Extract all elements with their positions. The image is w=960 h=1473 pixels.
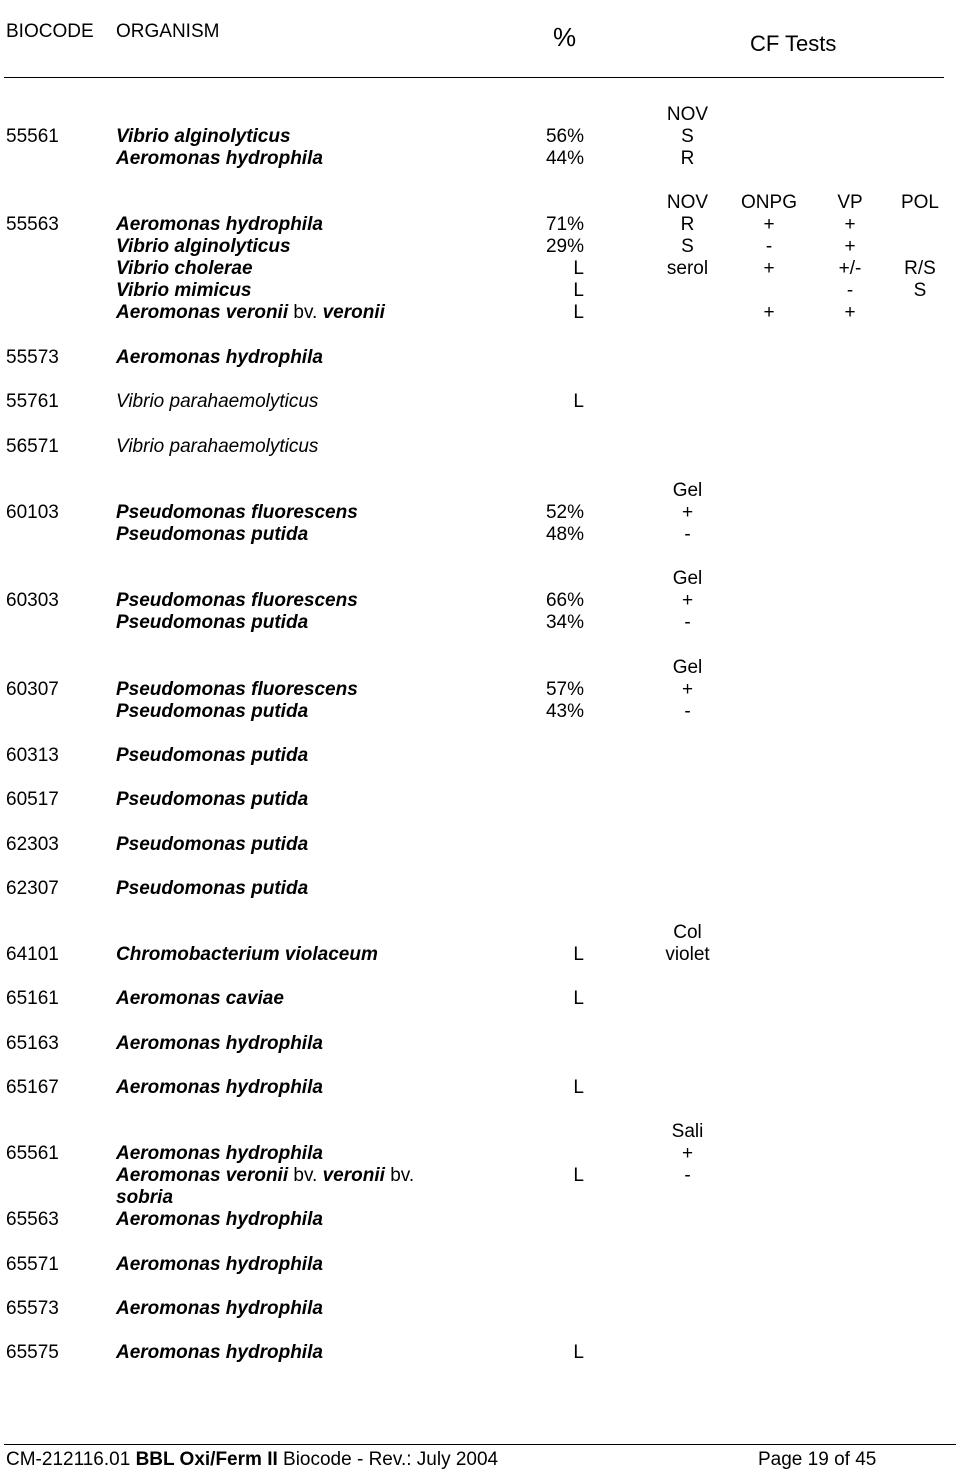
organism: Aeromonas hydrophila <box>116 214 323 235</box>
organism: Chromobacterium violaceum <box>116 944 378 965</box>
vp-result: + <box>844 236 856 257</box>
percent: L <box>573 1342 584 1363</box>
organism: Pseudomonas putida <box>116 524 309 545</box>
biocode: 65571 <box>6 1254 59 1275</box>
organism: Vibrio parahaemolyticus <box>116 436 319 457</box>
organism: Vibrio alginolyticus <box>116 236 291 257</box>
biocode: 65167 <box>6 1077 59 1098</box>
vp-result: + <box>844 302 856 323</box>
biocode: 65163 <box>6 1033 59 1054</box>
organism: Aeromonas caviae <box>116 988 284 1009</box>
percent: 29% <box>545 236 584 257</box>
test-label-gel: Gel <box>672 568 703 589</box>
test-label-vp: VP <box>837 192 863 213</box>
percent: L <box>573 280 584 301</box>
table-header <box>0 0 960 80</box>
col-result: violet <box>665 944 710 965</box>
biocode: 65563 <box>6 1209 59 1230</box>
percent: 66% <box>545 590 584 611</box>
organism: Aeromonas hydrophila <box>116 1209 323 1230</box>
biocode: 56571 <box>6 436 59 457</box>
percent: L <box>573 1165 584 1186</box>
organism-continued: sobria <box>116 1187 174 1208</box>
header-divider <box>4 77 944 78</box>
organism: Pseudomonas putida <box>116 745 309 766</box>
organism: Aeromonas hydrophila <box>116 1342 323 1363</box>
vp-result: + <box>844 214 856 235</box>
organism: Vibrio alginolyticus <box>116 126 291 147</box>
vp-result: +/- <box>838 258 862 279</box>
organism: Vibrio mimicus <box>116 280 252 301</box>
gel-result: - <box>684 701 691 722</box>
onpg-result: + <box>763 302 775 323</box>
organism: Pseudomonas putida <box>116 834 309 855</box>
onpg-result: + <box>763 258 775 279</box>
footer-divider <box>4 1444 956 1445</box>
test-label-pol: POL <box>900 192 940 213</box>
biocode: 60307 <box>6 679 59 700</box>
percent: L <box>573 1077 584 1098</box>
percent: L <box>573 391 584 412</box>
header-cf-tests: CF Tests <box>750 31 837 56</box>
nov-result: R <box>680 148 695 169</box>
organism: Aeromonas hydrophila <box>116 1143 323 1164</box>
organism: Vibrio parahaemolyticus <box>116 391 319 412</box>
organism: Aeromonas hydrophila <box>116 1077 323 1098</box>
onpg-result: - <box>765 236 773 257</box>
nov-result: S <box>681 126 694 147</box>
organism: Pseudomonas putida <box>116 789 309 810</box>
biocode: 60103 <box>6 502 59 523</box>
header-biocode: BIOCODE <box>6 21 94 42</box>
percent: L <box>573 988 584 1009</box>
percent: 43% <box>545 701 584 722</box>
nov-result: S <box>681 236 694 257</box>
organism: Pseudomonas putida <box>116 878 309 899</box>
vp-result: - <box>846 280 854 301</box>
onpg-result: + <box>763 214 775 235</box>
percent: 48% <box>545 524 584 545</box>
organism: Pseudomonas fluorescens <box>116 502 358 523</box>
header-organism: ORGANISM <box>116 21 220 42</box>
test-label-nov: NOV <box>666 192 709 213</box>
organism: Aeromonas hydrophila <box>116 347 323 368</box>
biocode: 65573 <box>6 1298 59 1319</box>
biocode: 65561 <box>6 1143 59 1164</box>
header-percent: % <box>553 22 577 52</box>
percent: 56% <box>545 126 584 147</box>
sali-result: - <box>684 1165 691 1186</box>
test-label-col: Col <box>673 922 702 943</box>
percent: 57% <box>545 679 584 700</box>
organism: Pseudomonas putida <box>116 612 309 633</box>
organism: Vibrio cholerae <box>116 258 253 279</box>
biocode: 55561 <box>6 126 59 147</box>
organism: Aeromonas hydrophila <box>116 1254 323 1275</box>
biocode: 64101 <box>6 944 59 965</box>
biocode: 65575 <box>6 1342 59 1363</box>
biocode: 60313 <box>6 745 59 766</box>
gel-result: + <box>681 679 694 700</box>
organism: Pseudomonas putida <box>116 701 309 722</box>
organism: Aeromonas veronii bv. veronii bv. <box>116 1165 415 1186</box>
organism: Aeromonas hydrophila <box>116 148 323 169</box>
percent: L <box>573 302 584 323</box>
footer-document-info: CM-212116.01 BBL Oxi/Ferm II Biocode - Rev.: July 2004 <box>6 1449 499 1470</box>
percent: 71% <box>545 214 584 235</box>
organism: Aeromonas veronii bv. veronii <box>116 302 385 323</box>
percent: 44% <box>545 148 584 169</box>
percent: L <box>573 944 584 965</box>
biocode: 55563 <box>6 214 59 235</box>
organism: Aeromonas hydrophila <box>116 1033 323 1054</box>
organism: Pseudomonas fluorescens <box>116 679 358 700</box>
biocode: 65161 <box>6 988 59 1009</box>
gel-result: - <box>684 524 691 545</box>
pol-result: R/S <box>904 258 936 279</box>
sali-result: + <box>681 1143 694 1164</box>
biocode: 60517 <box>6 789 59 810</box>
test-label-gel: Gel <box>672 480 703 501</box>
biocode: 60303 <box>6 590 59 611</box>
organism: Pseudomonas fluorescens <box>116 590 358 611</box>
percent: 52% <box>545 502 584 523</box>
percent: L <box>573 258 584 279</box>
gel-result: + <box>681 590 694 611</box>
test-label-nov: NOV <box>666 104 709 125</box>
test-label-sali: Sali <box>671 1121 704 1142</box>
test-label-onpg: ONPG <box>741 192 797 213</box>
biocode: 62307 <box>6 878 59 899</box>
nov-result: serol <box>666 258 709 279</box>
gel-result: - <box>684 612 691 633</box>
organism: Aeromonas hydrophila <box>116 1298 323 1319</box>
gel-result: + <box>681 502 694 523</box>
percent: 34% <box>545 612 584 633</box>
pol-result: S <box>913 280 927 301</box>
biocode: 55573 <box>6 347 59 368</box>
biocode: 55761 <box>6 391 59 412</box>
nov-result: R <box>680 214 695 235</box>
biocode: 62303 <box>6 834 59 855</box>
footer-page-number: Page 19 of 45 <box>758 1449 877 1470</box>
test-label-gel: Gel <box>672 657 703 678</box>
